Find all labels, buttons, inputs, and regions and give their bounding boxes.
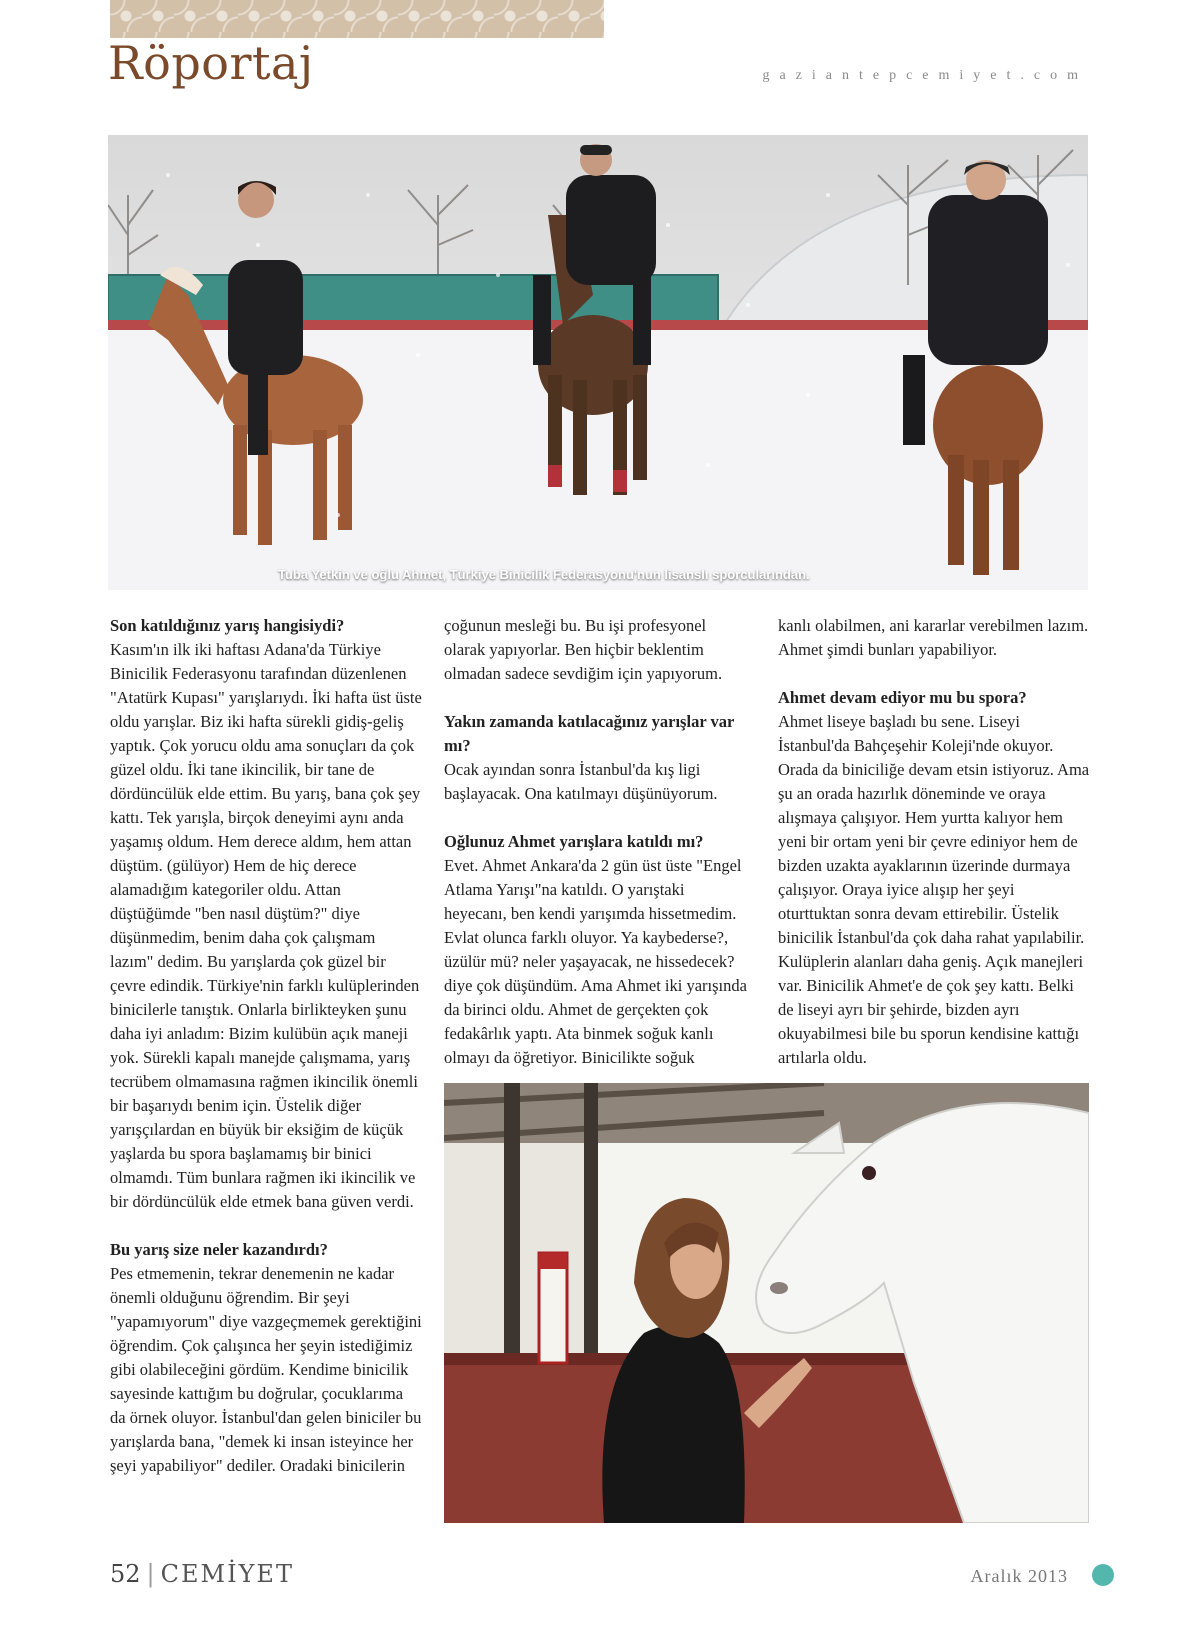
page-footer [110, 1560, 294, 1588]
snowy-riders-illustration [108, 135, 1088, 590]
question-heading: Oğlunuz Ahmet yarışlara katıldı mı? [444, 832, 704, 851]
page-number: 52 [110, 1560, 141, 1588]
bottom-photo [444, 1083, 1089, 1523]
question-heading: Son katıldığınız yarış hangisiydi? [110, 616, 345, 635]
footer-accent-dot [1092, 1564, 1114, 1586]
top-photo [108, 135, 1088, 590]
question-heading: Bu yarış size neler kazandırdı? [110, 1240, 328, 1259]
question-heading: Yakın zamanda katılacağınız yarışlar var mı? [444, 712, 734, 755]
answer-paragraph: çoğunun mesleği bu. Bu işi profesyonel olarak yapıyorlar. Ben hiçbir beklentim olmadan sadece sevdiğim için yapıyorum. [444, 616, 723, 683]
article-column-1 [110, 614, 422, 1478]
question-heading: Ahmet devam ediyor mu bu spora? [778, 688, 1027, 707]
answer-paragraph: Evet. Ahmet Ankara'da 2 gün üst üste "Engel Atlama Yarışı"na katıldı. O yarıştaki heyecanı, ben kendi yarışımda hissetmedim. Evlat olunca farklı oluyor. Ya kaybederse?, üzülür mü? neler yaşayacak, ne hissedecek? diye çok düşündüm. Ama Ahmet iki yarışında da birinci oldu. Ahmet de gerçekten çok fedakârlık yaptı. Ata binmek soğuk kanlı olmayı da öğretiyor. Binicilikte soğuk [444, 856, 747, 1067]
site-url: gaziantepcemiyet.com [762, 68, 1088, 83]
magazine-name: CEMİYET [160, 1560, 294, 1588]
answer-paragraph: kanlı olabilmen, ani kararlar verebilmen lazım. Ahmet şimdi bunları yapabiliyor. [778, 616, 1089, 659]
article-column-3 [778, 614, 1090, 1070]
section-title: Röportaj [108, 36, 314, 90]
answer-paragraph: Pes etmemenin, tekrar denemenin ne kadar önemli olduğunu öğrendim. Bir şeyi "yapamıyorum" diye vazgeçmemek gerektiğini öğrendim. Çok çalışınca her şeyin istediğimiz gibi olabileceğini gördüm. Kendime binicilik sayesinde kattığım bu doğrular, çocuklarıma da örnek oluyor. İstanbul'dan gelen biniciler bu yarışlarda bana, "demek ki insan isteyince her şeyi yapabiliyor" dediler. Oradaki binicilerin [110, 1264, 422, 1475]
answer-paragraph: Ahmet liseye başladı bu sene. Liseyi İstanbul'da Bahçeşehir Koleji'nde okuyor. Orada da biniciliğe devam etsin istiyoruz. Ama şu an orada hazırlık döneminde ve oraya alışmaya çalışıyor. Hem yurtta kalıyor hem yeni bir ortam yeni bir çevre ediniyor hem de bizden uzakta ayaklarının üzerinde durmaya çalışıyor. Oraya iyice alışıp her şeyi oturttuktan sonra devam ettirebilir. Üstelik binicilik İstanbul'da çok daha rahat yapılabilir. Kulüplerin alanları daha geniş. Açık manejleri var. Binicilik Ahmet'e de çok şey kattı. Belki de liseyi ayrı bir şehirde, bizden ayrı okuyabilmesi bile bu sporun kendisine kattığı artılarla oldu. [778, 712, 1090, 1067]
footer-separator: | [146, 1560, 155, 1588]
header-ornament [110, 0, 604, 38]
issue-date: Aralık 2013 [970, 1566, 1068, 1586]
answer-paragraph: Ocak ayından sonra İstanbul'da kış ligi başlayacak. Ona katılmayı düşünüyorum. [444, 760, 718, 803]
photo-caption: Tuba Yetkin ve oğlu Ahmet, Türkiye Binicilik Federasyonu'nun lisanslı sporcularından. [278, 567, 810, 582]
stable-horse-illustration [444, 1083, 1089, 1523]
answer-paragraph: Kasım'ın ilk iki haftası Adana'da Türkiye Binicilik Federasyonu tarafından düzenlenen "Atatürk Kupası" yarışlarıydı. İki hafta üst üste oldu yarışlar. Biz iki hafta sürekli gidiş-geliş yaptık. Çok yorucu oldu ama sonuçları da çok güzel oldu. İki tane ikincilik, bir tane de dördüncülük elde ettim. Bu yarış, bana çok şey kattı. Tek yarışla, birçok deneyimi aynı anda yaşamış oldum. Hem derece aldım, hem attan düştüm. (gülüyor) Hem de hiç derece alamadığım kategoriler oldu. Attan düştüğümde "ben nasıl düştüm?" diye düşünmedim, benim daha çok çalışmam lazım" dedim. Bu yarışlarda çok güzel bir çevre edindik. Türkiye'nin farklı kulüplerinden binicilerle tanıştık. Onlarla birlikteyken şunu daha iyi anladım: Bizim kulübün açık maneji yok. Sürekli kapalı manejde çalışmama, yarış tecrübem olmamasına rağmen ikincilik önemli bir başarıydı benim için. Üstelik diğer yarışçılardan en büyük bir eksiğim de küçük yaşlarda bu spora başlamamış bir binici olmamdı. Tüm bunlara rağmen iki ikincilik ve bir dördüncülük elde etmek bana güven verdi. [110, 640, 422, 1211]
article-column-2 [444, 614, 749, 1070]
